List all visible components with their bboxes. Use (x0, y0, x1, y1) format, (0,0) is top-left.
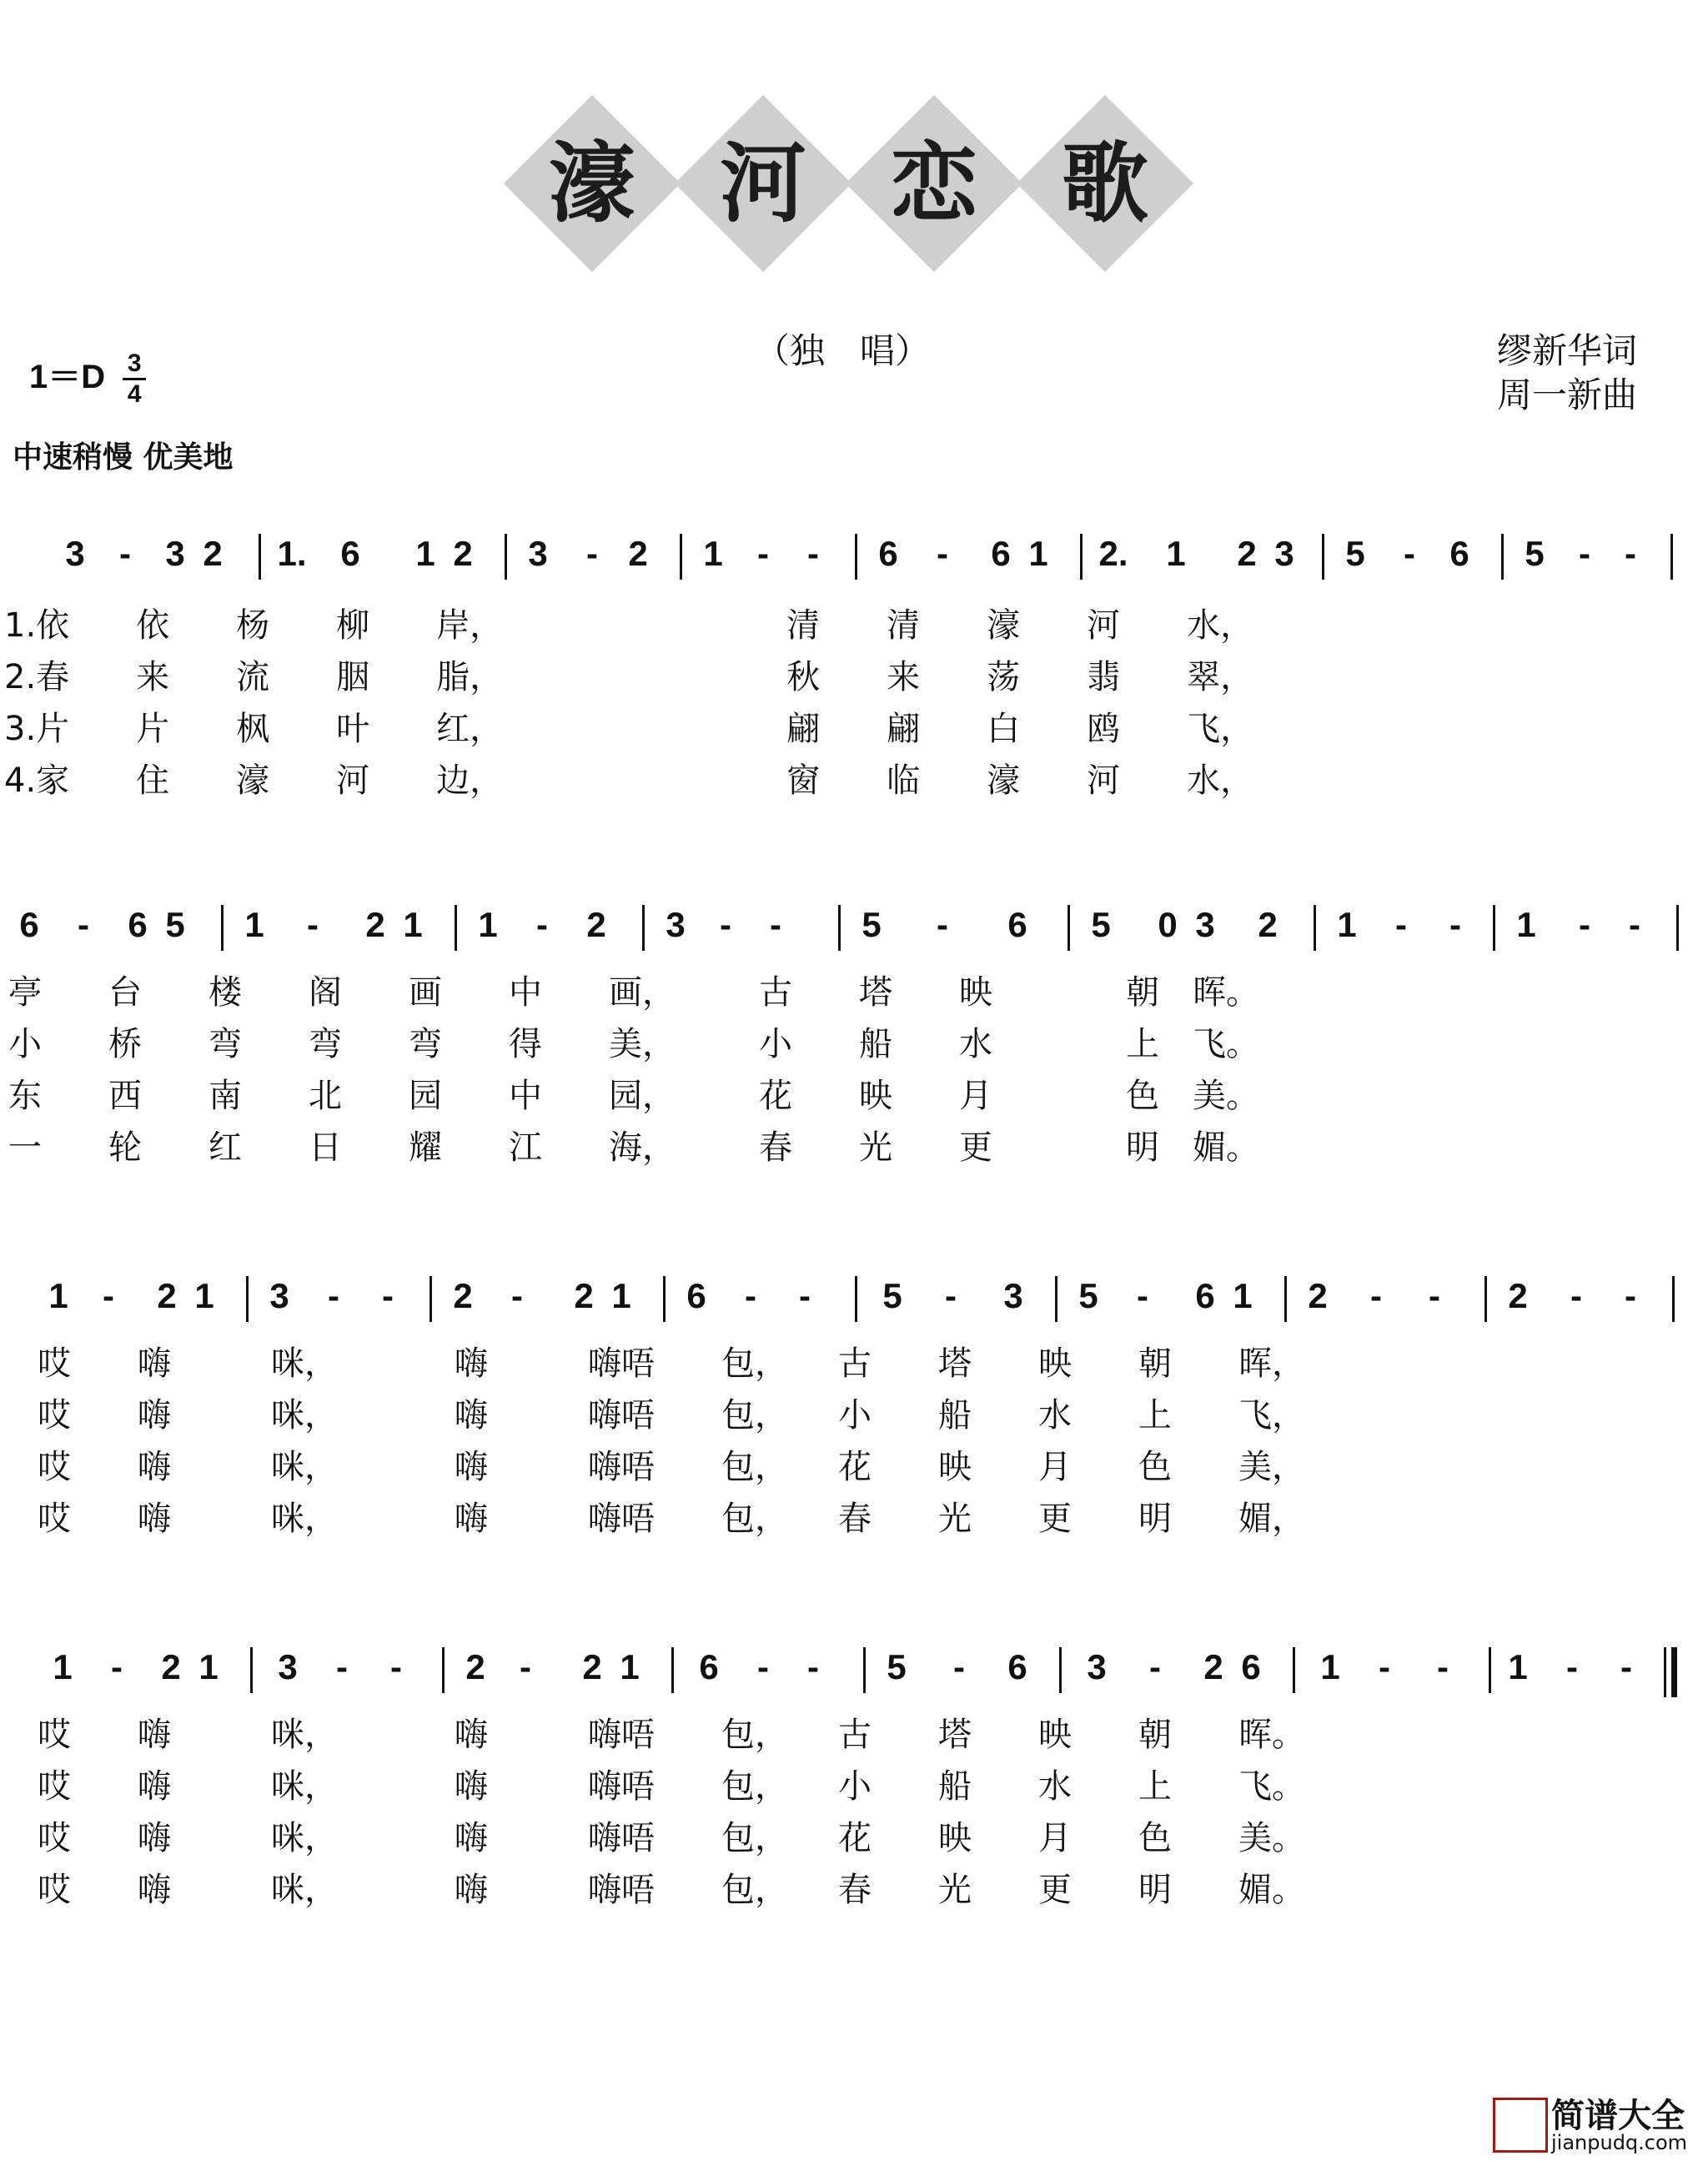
note: 6 (340, 534, 360, 573)
notation-row-3 (0, 1276, 1708, 1343)
lyric-line: 亭 台 楼 阁 画 中 画， 古 塔 映 朝 晖。 (8, 973, 1259, 1012)
note: 1 (1508, 1647, 1528, 1686)
note: 1 (1166, 534, 1186, 573)
note: 6 (128, 905, 148, 944)
note: 1. (277, 534, 307, 573)
note: 3 (1003, 1276, 1023, 1315)
note: 2 (582, 1647, 602, 1686)
lyric-line: 4.家 住 濠 河 边， 窗 临 濠 河 水， (4, 761, 1254, 800)
note: - (757, 534, 769, 573)
composer-credit: 周一新曲 (1497, 374, 1638, 415)
lyric-line: 1.依 依 杨 柳 岸， 清 清 濠 河 水， (4, 606, 1254, 645)
note: - (720, 905, 731, 944)
note: 1 (48, 1276, 68, 1315)
note: - (1437, 1647, 1449, 1686)
note: - (1395, 905, 1407, 944)
note: 3 (528, 534, 548, 573)
note: - (799, 1276, 811, 1315)
lyric-line: 哎 嗨 咪， 嗨 嗨唔 包， 小 船 水 上 飞， (38, 1396, 1305, 1435)
note: 2 (453, 534, 473, 573)
note: 3 (269, 1276, 289, 1315)
note: 3 (1274, 534, 1294, 573)
note: 6 (1449, 534, 1469, 573)
lyric-row-1-2 (0, 656, 1708, 706)
note: 5 (882, 1276, 902, 1315)
tempo-marking: 中速稍慢 优美地 (13, 440, 234, 475)
note: - (536, 905, 548, 944)
note: 2 (453, 1276, 473, 1315)
note: - (382, 1276, 394, 1315)
note: - (511, 1276, 523, 1315)
note: 2 (574, 1276, 594, 1315)
note: - (757, 1647, 769, 1686)
key-label: 1＝D (29, 359, 106, 395)
note: 2 (1508, 1276, 1528, 1315)
key-signature (29, 350, 146, 407)
note: - (1149, 1647, 1161, 1686)
note: 0 (1158, 905, 1178, 944)
note: - (953, 1647, 965, 1686)
note: 6 (1007, 1647, 1027, 1686)
note: 5 (1345, 534, 1365, 573)
note: - (1620, 1647, 1632, 1686)
lyricist-credit: 缪新华词 (1497, 330, 1638, 371)
lyric-row-2-1 (0, 972, 1708, 1022)
title-char-1: 濠 (548, 132, 635, 234)
note: 1 (620, 1647, 640, 1686)
lyric-line: 哎 嗨 咪， 嗨 嗨唔 包， 小 船 水 上 飞。 (38, 1767, 1305, 1806)
note: - (1579, 534, 1590, 573)
watermark-name: 简谱大全 (1551, 2097, 1685, 2135)
note: 1 (198, 1647, 219, 1686)
notation-row-4 (0, 1647, 1708, 1714)
watermark-url: jianpudq.com (1551, 2131, 1688, 2154)
notation-row-1 (0, 534, 1708, 601)
note: - (937, 534, 948, 573)
note: - (945, 1276, 957, 1315)
note: 5 (1091, 905, 1111, 944)
lyric-row-3-1 (0, 1343, 1708, 1393)
note: 1 (194, 1276, 214, 1315)
note: 2 (161, 1647, 181, 1686)
lyric-row-4-4 (0, 1869, 1708, 1919)
note: 6 (1241, 1647, 1261, 1686)
time-bottom: 4 (127, 379, 142, 408)
lyric-line: 东 西 南 北 园 中 园， 花 映 月 色 美。 (8, 1077, 1259, 1115)
note: - (1429, 1276, 1440, 1315)
note: 1 (244, 905, 264, 944)
note: 6 (991, 534, 1011, 573)
note: 2 (1203, 1647, 1223, 1686)
note: 1 (1233, 1276, 1253, 1315)
note: 5 (165, 905, 185, 944)
note: - (307, 905, 319, 944)
note: 1 (1516, 905, 1536, 944)
title-char-2: 河 (719, 132, 806, 234)
note: 5 (887, 1647, 907, 1686)
lyric-line: 哎 嗨 咪， 嗨 嗨唔 包， 春 光 更 明 媚， (38, 1500, 1305, 1538)
note: 6 (699, 1647, 719, 1686)
watermark-logo (1493, 2085, 1708, 2161)
lyric-row-4-1 (0, 1714, 1708, 1764)
lyric-row-3-3 (0, 1446, 1708, 1496)
time-signature (123, 351, 146, 407)
note: 1 (1320, 1647, 1340, 1686)
lyric-line: 2.春 来 流 胭 脂， 秋 来 荡 翡 翠， (4, 658, 1254, 696)
note: - (103, 1276, 114, 1315)
note: - (328, 1276, 339, 1315)
note: - (807, 534, 819, 573)
note: - (111, 1647, 123, 1686)
note: 2 (628, 534, 648, 573)
lyric-row-2-4 (0, 1127, 1708, 1177)
note: - (1370, 1276, 1382, 1315)
note: - (1137, 1276, 1148, 1315)
note: 3 (1087, 1647, 1107, 1686)
note: 3 (1195, 905, 1215, 944)
note: 2 (1237, 534, 1257, 573)
note: - (770, 905, 781, 944)
note: 3 (666, 905, 686, 944)
lyric-row-1-1 (0, 605, 1708, 655)
note: - (390, 1647, 402, 1686)
note: - (937, 905, 948, 944)
lyric-line: 3.片 片 枫 叶 红， 翩 翩 白 鸥 飞， (4, 710, 1254, 748)
note: 1 (53, 1647, 73, 1686)
note: - (745, 1276, 756, 1315)
performance-note: （独 唱） (755, 330, 931, 371)
note: 6 (1195, 1276, 1215, 1315)
note: - (520, 1647, 531, 1686)
note: 3 (65, 534, 85, 573)
note: 3 (278, 1647, 298, 1686)
note: 2 (586, 905, 606, 944)
note: 2 (1258, 905, 1278, 944)
note: 6 (878, 534, 898, 573)
lyric-row-3-2 (0, 1395, 1708, 1445)
note: 2 (365, 905, 385, 944)
lyric-row-4-2 (0, 1766, 1708, 1816)
note: - (1625, 1276, 1636, 1315)
note: 1 (415, 534, 435, 573)
note: - (1404, 534, 1415, 573)
lyric-row-1-4 (0, 760, 1708, 810)
lyric-row-4-3 (0, 1817, 1708, 1867)
note: 1 (403, 905, 423, 944)
note: 1 (703, 534, 723, 573)
note: - (1566, 1647, 1578, 1686)
lyric-line: 哎 嗨 咪， 嗨 嗨唔 包， 古 塔 映 朝 晖， (38, 1344, 1305, 1383)
note: 2 (1308, 1276, 1328, 1315)
note: 6 (1007, 905, 1027, 944)
lyric-line: 哎 嗨 咪， 嗨 嗨唔 包， 春 光 更 明 媚。 (38, 1871, 1305, 1909)
note: 3 (165, 534, 185, 573)
notation-row-2 (0, 905, 1708, 972)
lyric-line: 哎 嗨 咪， 嗨 嗨唔 包， 古 塔 映 朝 晖。 (38, 1716, 1305, 1754)
note: 1 (1028, 534, 1048, 573)
note: - (1629, 905, 1640, 944)
lyric-row-1-3 (0, 708, 1708, 758)
note: 1 (611, 1276, 631, 1315)
note: - (78, 905, 89, 944)
note: - (1570, 1276, 1582, 1315)
note: 1 (478, 905, 498, 944)
note: 5 (1525, 534, 1545, 573)
title-char-4: 歌 (1061, 132, 1148, 234)
note: 1 (1337, 905, 1357, 944)
note: 2. (1098, 534, 1128, 573)
note: - (336, 1647, 348, 1686)
note: 5 (862, 905, 882, 944)
note: 5 (1078, 1276, 1098, 1315)
note: - (1579, 905, 1590, 944)
note: 6 (19, 905, 39, 944)
lyric-line: 小 桥 弯 弯 弯 得 美， 小 船 水 上 飞。 (8, 1025, 1259, 1063)
note: 2 (203, 534, 223, 573)
note: - (1625, 534, 1636, 573)
lyric-row-3-4 (0, 1498, 1708, 1548)
note: 2 (465, 1647, 485, 1686)
note: 6 (686, 1276, 706, 1315)
note: - (119, 534, 131, 573)
piano-keys-icon (1493, 2098, 1548, 2153)
note: - (586, 534, 598, 573)
song-title (509, 92, 1193, 275)
note: - (807, 1647, 819, 1686)
note: 2 (157, 1276, 177, 1315)
note: - (1379, 1647, 1390, 1686)
lyric-row-2-3 (0, 1075, 1708, 1125)
time-top: 3 (127, 349, 142, 377)
lyric-line: 一 轮 红 日 耀 江 海， 春 光 更 明 媚。 (8, 1128, 1259, 1167)
lyric-line: 哎 嗨 咪， 嗨 嗨唔 包， 花 映 月 色 美。 (38, 1819, 1305, 1857)
lyric-row-2-2 (0, 1023, 1708, 1073)
note: - (1449, 905, 1461, 944)
title-char-3: 恋 (890, 132, 977, 234)
lyric-line: 哎 嗨 咪， 嗨 嗨唔 包， 花 映 月 色 美， (38, 1448, 1305, 1486)
